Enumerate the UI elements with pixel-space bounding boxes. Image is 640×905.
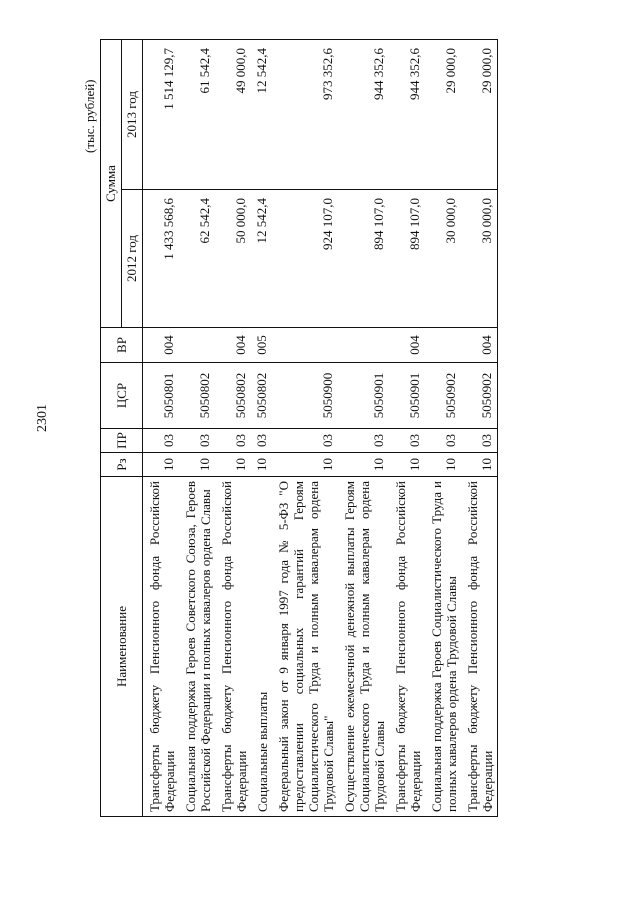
cell-y2012: 894 107,0 [389,190,425,328]
cell-csr: 5050902 [425,363,461,429]
cell-csr: 5050901 [338,363,389,429]
cell-name: Социальные выплаты [251,477,272,817]
cell-y2013: 1 514 129,7 [143,40,180,190]
budget-table [100,39,498,817]
cell-csr: 5050902 [461,363,498,429]
header-2013: 2013 год [122,40,143,190]
cell-y2012: 1 433 568,6 [143,190,180,328]
cell-rz: 10 [215,453,251,477]
cell-vr: 004 [143,328,180,363]
cell-name: Трансферты бюджету Пенсионного фонда Российской Федерации [461,477,498,817]
cell-vr [425,328,461,363]
cell-name: Осуществление ежемесячной денежной выплаты Героям Социалистического Труда и полным кавалерам ордена Трудовой Славы [338,477,389,817]
header-name: Наименование [101,477,143,817]
cell-vr [272,328,338,363]
cell-y2013: 29 000,0 [461,40,498,190]
cell-pr: 03 [272,429,338,453]
cell-csr: 5050801 [143,363,180,429]
cell-rz: 10 [179,453,215,477]
cell-y2012: 30 000,0 [461,190,498,328]
cell-y2012: 894 107,0 [338,190,389,328]
header-pr: ПР [101,429,143,453]
table-row [179,40,215,817]
table-row [215,40,251,817]
cell-name: Трансферты бюджету Пенсионного фонда Российской Федерации [143,477,180,817]
header-vr: ВР [101,328,143,363]
table-row [461,40,498,817]
cell-pr: 03 [251,429,272,453]
units-label: (тыс. рублей) [82,79,97,153]
cell-pr: 03 [425,429,461,453]
cell-csr: 5050802 [251,363,272,429]
cell-rz: 10 [425,453,461,477]
header-csr: ЦСР [101,363,143,429]
page-number: 2301 [35,404,50,432]
cell-y2013: 61 542,4 [179,40,215,190]
cell-pr: 03 [215,429,251,453]
cell-csr: 5050802 [179,363,215,429]
cell-pr: 03 [338,429,389,453]
cell-name: Трансферты бюджету Пенсионного фонда Российской Федерации [389,477,425,817]
table-row [389,40,425,817]
cell-name: Федеральный закон от 9 января 1997 года № 5-ФЗ "О предоставлении социальных гарантий Героям Социалистического Труда и полным кавалерам ордена Трудовой Славы" [272,477,338,817]
cell-rz: 10 [389,453,425,477]
cell-y2013: 49 000,0 [215,40,251,190]
cell-rz: 10 [461,453,498,477]
cell-vr: 005 [251,328,272,363]
cell-y2012: 50 000,0 [215,190,251,328]
cell-y2013: 944 352,6 [389,40,425,190]
cell-csr: 5050802 [215,363,251,429]
cell-y2013: 29 000,0 [425,40,461,190]
header-sum: Сумма [101,40,122,328]
header-row-1 [101,40,122,817]
header-2012: 2012 год [122,190,143,328]
table-row [143,40,180,817]
cell-y2013: 944 352,6 [338,40,389,190]
table-row [272,40,338,817]
cell-pr: 03 [461,429,498,453]
cell-vr [179,328,215,363]
cell-rz: 10 [338,453,389,477]
cell-name: Трансферты бюджету Пенсионного фонда Российской Федерации [215,477,251,817]
cell-y2013: 973 352,6 [272,40,338,190]
cell-csr: 5050901 [389,363,425,429]
cell-name: Социальная поддержка Героев Советского Союза, Героев Российской Федерации и полных кавалеров ордена Славы [179,477,215,817]
table-row [425,40,461,817]
cell-pr: 03 [389,429,425,453]
cell-vr [338,328,389,363]
cell-rz: 10 [143,453,180,477]
table-row [338,40,389,817]
cell-name: Социальная поддержка Героев Социалистического Труда и полных кавалеров ордена Трудовой Славы [425,477,461,817]
cell-pr: 03 [179,429,215,453]
cell-csr: 5050900 [272,363,338,429]
cell-pr: 03 [143,429,180,453]
table-row [251,40,272,817]
cell-y2012: 30 000,0 [425,190,461,328]
cell-vr: 004 [461,328,498,363]
cell-rz: 10 [251,453,272,477]
cell-rz: 10 [272,453,338,477]
cell-vr: 004 [389,328,425,363]
header-rz: Рз [101,453,143,477]
cell-y2012: 62 542,4 [179,190,215,328]
cell-vr: 004 [215,328,251,363]
cell-y2012: 12 542,4 [251,190,272,328]
cell-y2012: 924 107,0 [272,190,338,328]
cell-y2013: 12 542,4 [251,40,272,190]
